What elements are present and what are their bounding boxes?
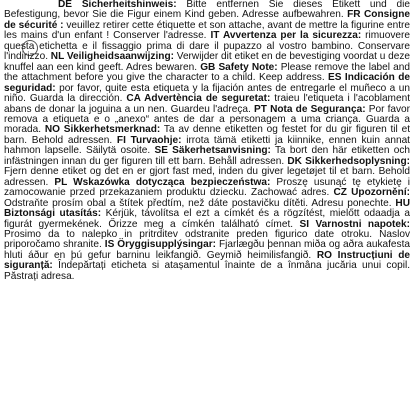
notice-heading-it xyxy=(210,30,361,41)
notice-title-de: Sicherheitshinweis: xyxy=(81,0,177,10)
notice-body-de: Bitte entfernen Sie dieses Etikett und die Befestigung, bevor Sie die Figur einem Kind geben. Adresse aufbewahren. xyxy=(4,0,410,21)
notice-heading-se xyxy=(154,145,270,156)
notice-heading-pl xyxy=(54,177,270,188)
notice-heading-ca xyxy=(126,93,270,104)
notice-body-hu: Kérjük, távolítsa el ezt a címkét és a rögzítést, mielőtt odaadja a figurát gyermekének. Őrizze meg a címkén található címet. xyxy=(4,208,410,230)
notice-body-si: Prosimo da to nalepko in pritrditev odstranite preden figurico date otroku. Naslov priporočamo shranite. xyxy=(4,228,410,251)
language-code-ro: RO xyxy=(316,249,332,261)
language-code-no: NO xyxy=(44,124,60,136)
language-code-pt: PT xyxy=(254,103,267,115)
notice-body-cz: Odstraňte prosím obal a štítek předtím, než dáte postavičku dítěti. Adresu ponechte. xyxy=(4,197,392,209)
language-code-de: DE xyxy=(58,0,73,10)
notice-body-ca: traieu l'etiqueta i l'acoblament abans de donar la joguina a un nen. Guardeu l'adreça. xyxy=(4,93,410,115)
language-code-pl: PL xyxy=(54,176,68,188)
notice-title-no: Sikkerhetsmerknad: xyxy=(63,124,161,136)
notice-title-ca: Advertència de seguretat: xyxy=(144,93,271,105)
notice-body-dk: Fjern denne etiket og det en er gjort fast med, inden du giver legetøjet til et barn. Behold adressen. xyxy=(4,166,410,188)
notice-title-pl: Wskazówka dotycząca bezpieczeństwa: xyxy=(73,176,271,188)
notice-body-it: rimuovere questa etichetta e il fissaggio prima di dare il pupazzo al vostro bambino. Conservare l'indirizzo. xyxy=(4,30,410,63)
notice-title-cz: Upozornění: xyxy=(351,187,410,199)
language-code-hu: HU xyxy=(395,197,410,209)
notice-body-fi: irrota tämä etiketti ja kiinnike, ennen kuin annat hahmon lapselle. Säilytä osoite. xyxy=(4,134,410,157)
language-code-fi: FI xyxy=(116,134,126,146)
safety-notice-text xyxy=(4,0,410,410)
notice-body-fr: veuillez retirer cette étiquette et son attache, avant de mettre la figurine entre les mains d'un enfant ! Conserver l'adresse. xyxy=(4,19,410,42)
notice-title-nl: Veiligheidsaanwijzing: xyxy=(66,51,174,63)
language-code-se: SE xyxy=(154,145,168,157)
notice-body-ro: Îndepărtați eticheta si atașamentul înainte de a înmâna jucăria unui copil. Păstrați adresa. xyxy=(4,260,410,282)
notice-heading-nl xyxy=(51,51,174,62)
multilingual-safety-paragraph xyxy=(4,0,410,282)
notice-body-se: Ta bort den här etiketten och infästningen innan du ger figuren till ett barn. Behåll adressen. xyxy=(4,145,410,167)
notice-title-pt: Nota de Segurança: xyxy=(270,103,366,115)
notice-title-se: Säkerhetsanvisning: xyxy=(172,145,271,157)
notice-heading-gb xyxy=(200,62,277,73)
language-code-gb: GB xyxy=(200,61,216,73)
notice-body-no: Ta av denne etiketten og festet for du gir figuren til et barn. Behold adressen. xyxy=(4,124,410,146)
notice-heading-si xyxy=(300,219,410,230)
notice-body-es: por favor, quite esta etiqueta y la fijación antes de entregarle el muñeco a un niño. Guarda la dirección. xyxy=(4,82,410,105)
language-code-is: IS xyxy=(104,239,115,251)
notice-body-nl: Verwijder dit etiket en de bevestiging voordat u deze knuffel aan een kind geeft. Adres bewaren. xyxy=(4,51,410,73)
notice-title-fi: Turvaohje: xyxy=(130,134,182,146)
notice-title-dk: Sikkerhedsoplysning: xyxy=(305,155,410,167)
language-code-cz: CZ xyxy=(333,187,347,199)
language-code-es: ES xyxy=(328,72,342,84)
notice-heading-is xyxy=(105,239,216,250)
notice-body-pl: Proszę usunąć tę etykietę i zamocowanie przed przekazaniem produktu dziecku. Zachować adres. xyxy=(4,176,410,199)
notice-title-it: Avvertenza per la sicurezza: xyxy=(222,30,362,42)
notice-body-is: Fjarlægðu þennan miða og aðra aukafesta hluti áður en þú gefur barninu leikfangið. Geymið heimilisfangið. xyxy=(4,239,410,261)
notice-heading-no xyxy=(45,124,160,135)
notice-title-gb: Safety Note: xyxy=(218,61,278,73)
language-code-nl: NL xyxy=(50,51,65,63)
language-code-dk: DK xyxy=(287,155,302,167)
language-code-si: SI xyxy=(299,218,310,230)
notice-title-es: Indicación de seguridad: xyxy=(4,72,410,94)
language-code-it: IT xyxy=(210,30,220,42)
language-code-ca: CA xyxy=(126,93,141,105)
notice-title-si: Varnostni napotek: xyxy=(315,218,410,230)
notice-title-ro: Instrucțiuni de siguranță: xyxy=(4,249,410,272)
notice-heading-pt xyxy=(254,104,366,115)
notice-body-pt: Por favor remova a etiqueta e o „anexo“ antes de dar a personagem a uma criança. Guarda a morada. xyxy=(4,103,410,136)
notice-heading-fi xyxy=(117,135,182,146)
notice-heading-dk xyxy=(287,156,410,167)
language-code-fr: FR xyxy=(347,9,361,21)
notice-title-hu: Biztonsági utasítás: xyxy=(4,208,102,220)
notice-title-fr: Consigne de sécurité : xyxy=(4,9,410,31)
notice-title-is: Öryggisupplýsingar: xyxy=(117,239,216,251)
notice-body-gb: Please remove the label and the attachment before you give the character to a child. Keep address. xyxy=(4,61,410,84)
notice-heading-cz xyxy=(333,187,410,198)
